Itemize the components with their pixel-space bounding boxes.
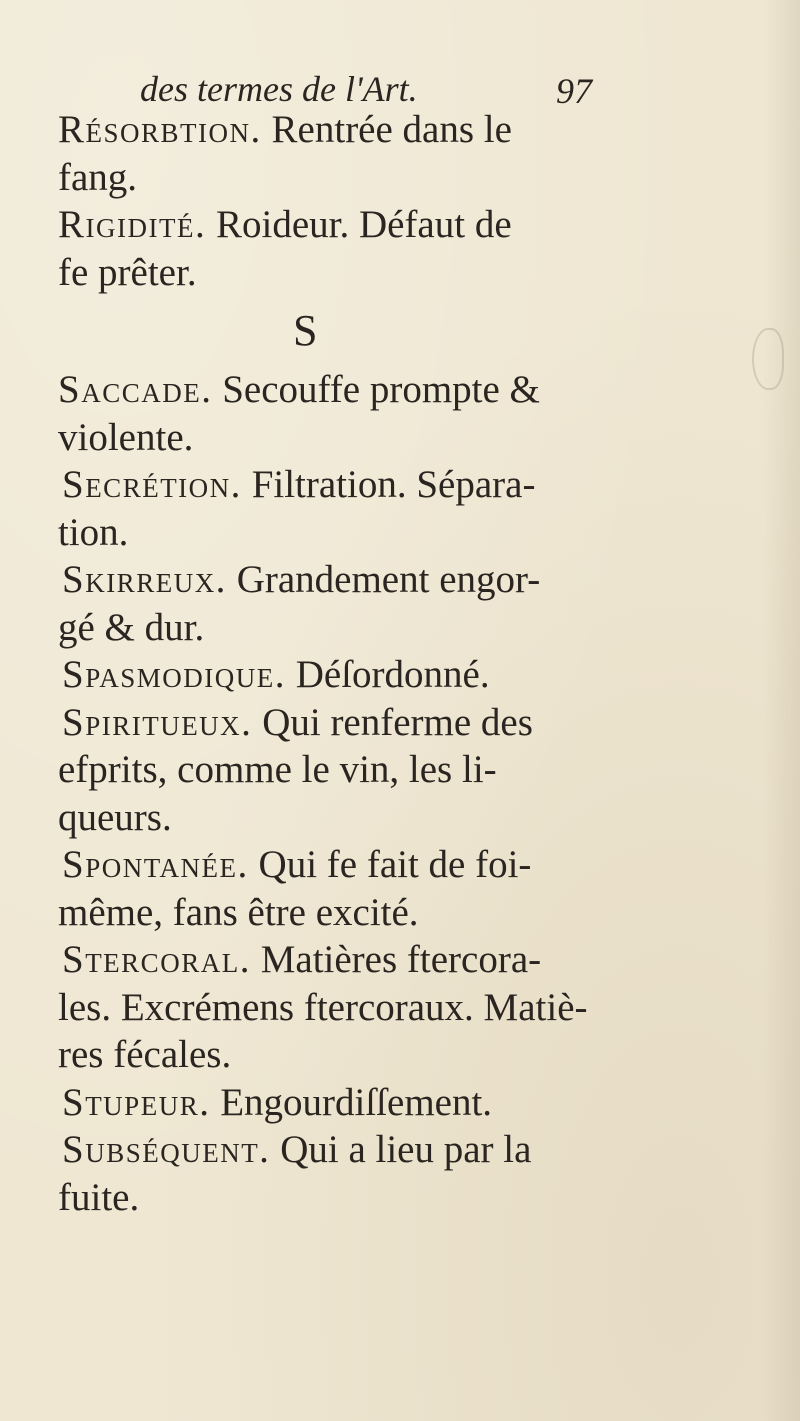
entry-line xyxy=(58,556,748,604)
entry-headword: Skirreux. xyxy=(62,558,227,601)
entry-continuation: les. Excrémens ftercoraux. Matiè- xyxy=(58,985,588,1029)
entry-definition: Qui fe fait de foi- xyxy=(258,843,532,886)
entry-definition: Matières ftercora- xyxy=(260,938,542,981)
entry-definition: Grandement engor- xyxy=(236,558,541,601)
entry-definition: Déſordonné. xyxy=(295,653,490,696)
page-number: 97 xyxy=(556,71,592,111)
entry-line xyxy=(58,461,748,509)
entry-line xyxy=(58,366,748,414)
entry-continuation: fe prêter. xyxy=(58,250,197,294)
running-title: des termes de l'Art. xyxy=(140,69,418,109)
section-letter: S xyxy=(293,306,318,355)
entry-headword: Spasmodique. xyxy=(62,653,286,696)
entry-headword: Saccade. xyxy=(58,368,213,411)
entry-continuation: fang. xyxy=(58,155,138,199)
entry-line xyxy=(58,201,748,249)
entry-continuation: queurs. xyxy=(58,795,172,839)
entry-headword: Stupeur. xyxy=(62,1080,211,1124)
entry-definition: Qui a lieu par la xyxy=(280,1128,532,1171)
entry-continuation: même, fans être excité. xyxy=(58,890,419,934)
entry-line xyxy=(58,936,748,984)
entry-headword: Subséquent. xyxy=(62,1128,271,1171)
entry-headword: Secrétion. xyxy=(62,463,242,506)
page-edge-shadow xyxy=(762,0,800,1421)
entry-definition: Secouffe prompte & xyxy=(222,368,540,411)
entry-definition: Filtration. Sépara- xyxy=(251,463,536,506)
entry-definition: Roideur. Défaut de xyxy=(215,203,512,246)
entry-definition: Engourdiſſement. xyxy=(220,1080,493,1124)
entry-headword: Résorbtion. xyxy=(58,108,262,151)
glossary-text xyxy=(58,106,748,1221)
entry-headword: Spontanée. xyxy=(62,843,249,886)
entry-continuation: tion. xyxy=(58,510,129,554)
entry-line xyxy=(58,1079,748,1127)
entry-line xyxy=(58,106,748,154)
entry-line xyxy=(58,841,748,889)
entry-definition: Rentrée dans le xyxy=(271,108,512,151)
entry-definition: Qui renferme des xyxy=(262,700,533,744)
entry-continuation: violente. xyxy=(58,415,194,459)
entry-line xyxy=(58,1126,748,1174)
entry-line xyxy=(58,699,748,747)
entry-headword: Rigidité. xyxy=(58,203,207,246)
entry-continuation: efprits, comme le vin, les li- xyxy=(58,748,497,791)
entry-continuation: gé & dur. xyxy=(58,605,205,649)
entry-continuation: fuite. xyxy=(58,1175,140,1219)
entry-line xyxy=(58,651,748,699)
entry-headword: Stercoral. xyxy=(62,938,251,981)
entry-continuation: res fécales. xyxy=(58,1033,232,1076)
entry-headword: Spiritueux. xyxy=(62,700,253,744)
